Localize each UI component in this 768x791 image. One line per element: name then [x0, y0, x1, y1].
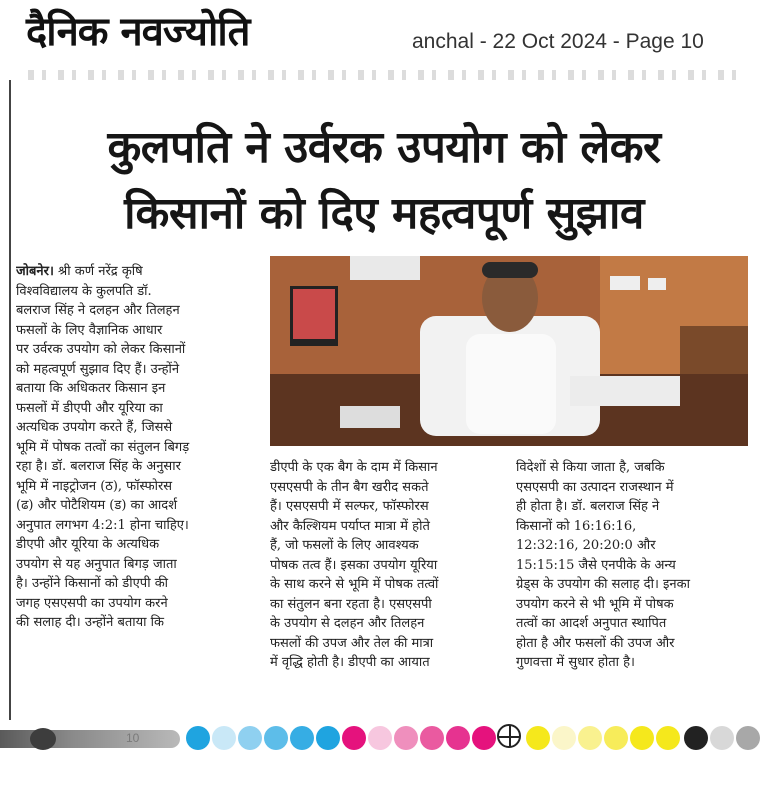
registration-mark-icon [497, 724, 521, 748]
column-line: है। उन्होंने किसानों को डीएपी की [16, 576, 169, 591]
color-dot-magenta [420, 726, 444, 750]
article-column-1 [16, 262, 262, 633]
column-rule [9, 80, 11, 720]
color-dot-cyan [238, 726, 262, 750]
cropped-text-strip [28, 70, 740, 80]
column-line: किसानों को 16:16:16, [516, 518, 637, 534]
page-number: 10 [126, 731, 140, 745]
line-text: श्री कर्ण नरेंद्र कृषि [53, 264, 143, 279]
color-dot-magenta [342, 726, 366, 750]
column-line: उपयोग करने से भी भूमि में पोषक [516, 596, 674, 612]
column-line: जगह एसएसपी का उपयोग करने [16, 595, 168, 611]
color-dot-cyan [290, 726, 314, 750]
column-line: तत्वों का आदर्श अनुपात स्थापित [516, 616, 667, 631]
column-line [16, 262, 262, 282]
color-dot-yellow [604, 726, 628, 750]
color-dot-yellow [526, 726, 550, 750]
column-line: उपयोग से यह अनुपात बिगड़ जाता [16, 556, 177, 572]
column-line: बताया कि अधिकतर किसान इन [16, 381, 166, 396]
column-line: ग्रेड्स के उपयोग की सलाह दी। इनका [516, 577, 690, 592]
color-dot-magenta [394, 726, 418, 750]
article-photo [270, 256, 748, 446]
column-line: फसलों में डीएपी और यूरिया का [16, 400, 163, 416]
column-line: फसलों के लिए वैज्ञानिक आधार [16, 322, 163, 338]
column-line: बलराज सिंह ने दलहन और तिलहन [16, 303, 180, 318]
edition-info: anchal - 22 Oct 2024 - Page 10 [412, 30, 704, 53]
column-line: की सलाह दी। उन्होंने बताया कि [16, 615, 165, 630]
column-line: अनुपात लगभग 4:2:1 होना चाहिए। [16, 517, 189, 533]
gray-dot [30, 728, 56, 750]
column-line: भूमि में नाइट्रोजन (ठ), फॉस्फोरस [16, 478, 173, 494]
color-dot-magenta [472, 726, 496, 750]
masthead [0, 0, 768, 76]
color-dot-magenta [368, 726, 392, 750]
color-dot-yellow [552, 726, 576, 750]
column-line: पर उर्वरक उपयोग को लेकर किसानों [16, 342, 186, 357]
color-dot-cyan [212, 726, 236, 750]
gray-gradient-bar [0, 730, 180, 748]
column-line: के साथ करने से भूमि में पोषक तत्वों [270, 577, 439, 592]
column-line: ही होता है। डॉ. बलराज सिंह ने [516, 499, 660, 514]
column-line: विदेशों से किया जाता है, जबकि [516, 460, 665, 475]
newspaper-title: दैनिक नवज्योति [26, 9, 250, 55]
column-line: हैं। एसएसपी में सल्फर, फॉस्फोरस [270, 499, 429, 514]
color-dot-yellow [656, 726, 680, 750]
column-line: गुणवत्ता में सुधार होता है। [516, 655, 635, 670]
color-dot-gray [736, 726, 760, 750]
column-line: हैं, जो फसलों के लिए आवश्यक [270, 538, 419, 553]
dateline: जोबनेर। [16, 264, 54, 279]
color-dot-yellow [630, 726, 654, 750]
column-line: 12:32:16, 20:20:0 और [516, 538, 656, 553]
color-dot-cyan [264, 726, 288, 750]
column-line: रहा है। डॉ. बलराज सिंह के अनुसार [16, 459, 181, 474]
color-dot-gray [710, 726, 734, 750]
column-line: 15:15:15 जैसे एनपीके के अन्य [516, 557, 676, 573]
headline-line-1: कुलपति ने उर्वरक उपयोग को लेकर [107, 122, 661, 173]
column-line: डीएपी के एक बैग के दाम में किसान [270, 460, 438, 475]
column-line: पोषक तत्व हैं। इसका उपयोग यूरिया [270, 557, 438, 573]
column-line: फसलों की उपज और तेल की मात्रा [270, 635, 434, 651]
column-line: और कैल्शियम पर्याप्त मात्रा में होते [270, 518, 430, 534]
column-line: (ढ) और पोटैशियम (ड) का आदर्श [16, 498, 178, 513]
headline-line-2: किसानों को दिए महत्वपूर्ण सुझाव [124, 188, 644, 239]
article-column-3 [516, 458, 748, 673]
article-column-2 [270, 458, 508, 673]
color-dot-magenta [446, 726, 470, 750]
column-line: में वृद्धि होती है। डीएपी का आयात [270, 655, 430, 670]
color-dot-yellow [578, 726, 602, 750]
column-line: भूमि में पोषक तत्वों का संतुलन बिगड़ [16, 439, 190, 455]
column-line: अत्यधिक उपयोग करते हैं, जिससे [16, 420, 173, 435]
column-line: एसएसपी का उत्पादन राजस्थान में [516, 479, 674, 495]
column-line: डीएपी और यूरिया के अत्यधिक [16, 537, 160, 552]
color-dot-black [684, 726, 708, 750]
column-line: को महत्वपूर्ण सुझाव दिए हैं। उन्होंने [16, 361, 180, 377]
column-line: के उपयोग से दलहन और तिलहन [270, 616, 425, 631]
column-line: एसएसपी के तीन बैग खरीद सकते [270, 479, 429, 495]
column-line: का संतुलन बना रहता है। एसएसपी [270, 596, 432, 612]
color-dot-cyan [186, 726, 210, 750]
column-line: विश्वविद्यालय के कुलपति डॉ. [16, 283, 152, 299]
color-dot-cyan [316, 726, 340, 750]
column-line: होता है और फसलों की उपज और [516, 635, 675, 651]
